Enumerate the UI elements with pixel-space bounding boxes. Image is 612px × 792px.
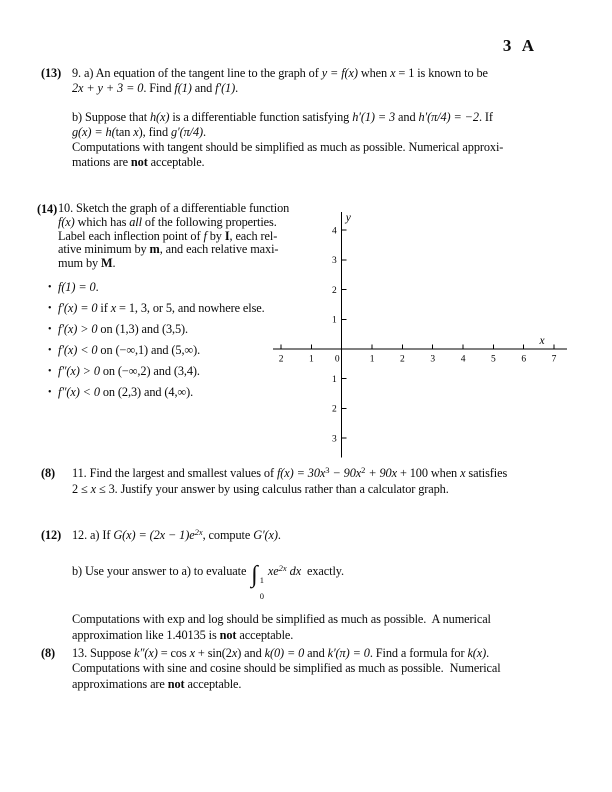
text-segment: f′(x) = 0: [58, 300, 98, 315]
text-segment: by: [206, 228, 225, 243]
text-segment: x: [133, 124, 139, 139]
text-segment: ) and: [237, 646, 265, 660]
text-segment: . Find: [143, 81, 175, 96]
text-segment: .: [203, 124, 207, 139]
x-tick-label: 5: [491, 354, 496, 365]
text-segment: x: [460, 466, 466, 480]
text-segment: y = f(x): [321, 66, 358, 80]
text-segment: k″(x): [134, 646, 158, 660]
text-segment: Label each inflection point of: [58, 228, 204, 243]
upper-limit: 1: [259, 575, 264, 586]
text-segment: .: [112, 256, 116, 271]
text-segment: m: [149, 242, 160, 257]
bullet-icon: •: [48, 386, 52, 398]
text-segment: f′(x) > 0: [58, 321, 98, 336]
problem-11: [41, 466, 507, 498]
problem-13-text: [72, 646, 501, 692]
text-segment: and: [304, 646, 328, 660]
bullet-item: [48, 323, 289, 337]
text-segment: h′(π/4) = −2: [418, 109, 479, 124]
text-segment: k′(π) = 0: [327, 646, 370, 660]
text-line: [72, 677, 501, 692]
text-line: [72, 482, 507, 497]
text-segment: k(x): [467, 646, 487, 660]
text-segment: not: [167, 676, 185, 691]
coordinate-axes: [270, 203, 582, 461]
text-line: [58, 230, 289, 244]
problem-12-text: [72, 528, 491, 643]
problem-9: [41, 66, 503, 171]
text-segment: mations are: [72, 155, 131, 170]
text-segment: if: [97, 300, 111, 315]
text-segment: dx: [286, 564, 302, 579]
points-label: (8): [41, 466, 56, 480]
text-segment: ative minimum by: [58, 242, 150, 257]
text-segment: g(x) = h(: [72, 124, 116, 139]
bullet-icon: •: [48, 323, 52, 335]
bullet-icon: •: [48, 344, 52, 356]
text-segment: h′(1) = 3: [352, 109, 396, 124]
text-segment: Computations with exp and log should be simplified as much as possible. A numerical: [72, 612, 491, 627]
bullet-icon: •: [48, 302, 52, 314]
text-segment: = 1, 3, or 5, and nowhere else.: [116, 300, 265, 315]
y-tick-label: 3: [332, 434, 337, 445]
bullet-icon: •: [48, 281, 52, 293]
coordinate-axes-figure: [270, 203, 582, 461]
text-segment: approximations are: [72, 676, 168, 691]
bullet-item: [48, 344, 289, 358]
y-axis-label: y: [345, 212, 351, 224]
text-line: [58, 243, 289, 257]
text-line: [58, 257, 289, 271]
problem-13: [41, 646, 501, 692]
text-segment: − 90x: [329, 466, 362, 480]
page-number: 3 A: [502, 36, 534, 55]
text-line: [72, 612, 491, 627]
text-line: [72, 557, 491, 612]
text-segment: and: [395, 109, 419, 124]
x-tick-label: 2: [278, 354, 284, 365]
text-segment: satisfies: [465, 466, 508, 480]
text-segment: 13. Suppose: [72, 646, 134, 660]
text-segment: 3: [325, 465, 330, 475]
lower-limit: 0: [259, 590, 264, 601]
text-segment: .: [95, 279, 99, 294]
y-tick-label: 3: [332, 256, 337, 267]
text-segment: 2x: [194, 527, 203, 537]
text-segment: = 1 is known to be: [395, 66, 488, 80]
text-segment: 10. Sketch the graph of a differentiable function: [58, 201, 290, 215]
y-tick-label: 1: [332, 315, 337, 326]
problem-9-text: [72, 66, 503, 171]
text-segment: x: [110, 300, 117, 315]
y-tick-label: 1: [332, 374, 337, 385]
text-segment: ≤ 3. Justify your answer by using calculus rather than a calculator graph.: [96, 482, 449, 497]
x-tick-label: 1: [369, 354, 375, 365]
text-segment: g′(π/4): [170, 124, 204, 139]
text-segment: Computations with tangent should be simplified as much as possible. Numerical approxi-: [72, 140, 504, 155]
text-segment: .: [277, 528, 281, 542]
text-line: [72, 646, 501, 661]
text-segment: 2 ≤: [72, 482, 91, 497]
text-segment: + sin(2: [194, 646, 232, 660]
text-segment: ), find: [138, 124, 171, 139]
problem-12: [41, 528, 491, 643]
text-segment: 2: [361, 465, 366, 475]
text-segment: , compute: [202, 528, 254, 542]
text-segment: 2x: [278, 563, 287, 574]
points-label: (8): [41, 646, 56, 660]
text-segment: f′(1): [215, 81, 236, 96]
text-segment: on (1,3) and (3,5).: [97, 321, 188, 336]
text-segment: = cos: [157, 646, 190, 660]
y-tick-label: 4: [332, 226, 337, 237]
x-axis-label: x: [539, 335, 545, 347]
text-line: [72, 110, 503, 125]
points-label: (13): [41, 66, 62, 80]
x-tick-label: 4: [460, 354, 466, 365]
text-segment: f(1) = 0: [58, 279, 96, 294]
bullet-item: [48, 302, 289, 316]
text-segment: f(x) = 30x: [276, 466, 326, 480]
problem-11-text: [72, 466, 507, 498]
x-tick-label: 3: [430, 354, 436, 365]
text-segment: G(x) = (2x − 1)e: [113, 528, 195, 542]
text-line: [58, 202, 289, 216]
text-segment: acceptable.: [147, 155, 205, 170]
text-segment: + 100 when: [396, 466, 461, 480]
text-segment: when: [357, 66, 391, 80]
text-segment: . Find a formula for: [369, 646, 468, 660]
text-segment: on (2,3) and (4,∞).: [99, 384, 194, 399]
y-tick-label: 2: [332, 404, 337, 415]
text-segment: 11. Find the largest and smallest values of: [72, 466, 277, 480]
text-line: [72, 661, 501, 676]
x-tick-label: 6: [521, 354, 527, 365]
text-segment: and: [191, 81, 216, 96]
problem-10: [37, 202, 289, 400]
text-segment: b) Use your answer to a) to evaluate: [72, 564, 250, 579]
text-segment: xe: [267, 564, 279, 579]
x-tick-label: 7: [551, 354, 557, 365]
text-line: [58, 216, 289, 230]
text-segment: b) Suppose that: [72, 109, 150, 124]
text-segment: . If: [478, 109, 493, 124]
text-segment: f′(x) < 0: [58, 342, 98, 357]
text-segment: 9. a) An equation of the tangent line to the graph of: [72, 66, 322, 80]
text-segment: h(x): [149, 109, 170, 124]
text-line: [72, 155, 503, 170]
text-segment: , each rel-: [229, 228, 278, 243]
text-segment: .: [235, 81, 239, 96]
text-line: [72, 528, 491, 544]
integral-sign: ∫: [251, 562, 258, 589]
text-segment: mum by: [58, 256, 102, 271]
points-label: (12): [41, 528, 62, 542]
text-line: [72, 125, 503, 140]
text-segment: x: [90, 482, 97, 497]
x-tick-label: 0: [334, 354, 340, 365]
text-segment: x: [231, 646, 238, 660]
text-segment: all: [129, 214, 142, 229]
text-segment: of the following properties.: [141, 214, 277, 229]
text-segment: f″(x) > 0: [58, 363, 100, 378]
text-segment: x: [189, 646, 195, 660]
text-line: [72, 81, 503, 96]
text-segment: on (−∞,1) and (5,∞).: [97, 342, 201, 357]
text-segment: x: [390, 66, 396, 80]
text-segment: f(x): [58, 214, 75, 229]
text-segment: approximation like 1.40135 is: [72, 627, 220, 642]
text-segment: on (−∞,2) and (3,4).: [99, 363, 200, 378]
text-segment: exactly.: [301, 564, 344, 579]
text-segment: not: [130, 155, 148, 170]
text-segment: I: [224, 228, 230, 243]
problem-10-properties-list: [48, 279, 289, 400]
text-segment: 12. a) If: [72, 528, 114, 542]
x-tick-label: 1: [309, 354, 314, 365]
text-segment: G′(x): [253, 528, 278, 542]
text-segment: M: [101, 256, 113, 271]
points-label: (14): [37, 202, 58, 216]
text-segment: Computations with sine and cosine should be simplified as much as possible. Numerical: [72, 661, 501, 676]
text-segment: k(0) = 0: [264, 646, 305, 660]
text-segment: acceptable.: [184, 676, 242, 691]
text-line: [72, 140, 503, 155]
text-segment: 2x + y + 3 = 0: [72, 81, 144, 96]
text-line: [72, 628, 491, 643]
text-segment: f(1): [174, 81, 192, 96]
bullet-item: [48, 386, 289, 400]
bullet-item: [48, 281, 289, 295]
bullet-item: [48, 365, 289, 379]
bullet-icon: •: [48, 365, 52, 377]
text-segment: , and each relative maxi-: [159, 242, 279, 257]
text-segment: which has: [74, 214, 130, 229]
text-segment: acceptable.: [236, 627, 294, 642]
integral-limits: [260, 576, 264, 600]
text-segment: not: [219, 627, 237, 642]
text-segment: + 90x: [365, 466, 397, 480]
x-tick-label: 2: [400, 354, 405, 365]
problem-10-text: [48, 201, 290, 400]
text-line: [72, 66, 503, 81]
problem-10-intro: [58, 202, 289, 271]
text-line: [72, 466, 507, 482]
text-segment: f″(x) < 0: [58, 384, 100, 399]
text-segment: f: [203, 228, 207, 243]
text-segment: .: [486, 646, 490, 660]
y-tick-label: 2: [332, 285, 337, 296]
text-segment: is a differentiable function satisfying: [169, 109, 353, 124]
text-segment: tan: [115, 124, 134, 139]
